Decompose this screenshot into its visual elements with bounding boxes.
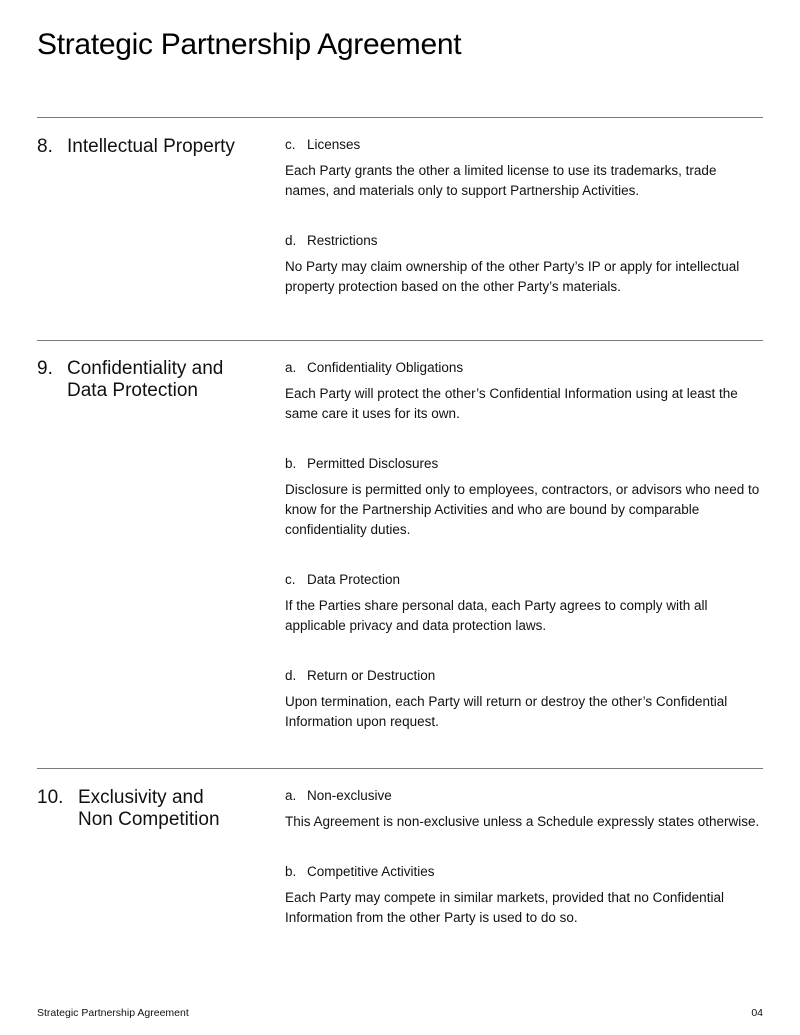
section-title: Intellectual Property <box>67 136 235 157</box>
clause <box>285 864 763 928</box>
clause-heading-text: Return or Destruction <box>307 668 436 683</box>
clause <box>285 572 763 636</box>
section-title: Confidentiality and Data Protection <box>67 358 224 401</box>
clause-letter: a. <box>285 360 297 375</box>
section-number: 10. <box>37 787 64 808</box>
clause-heading-text: Competitive Activities <box>307 864 435 879</box>
footer-page-number: 04 <box>751 1007 763 1019</box>
section-number: 9. <box>37 358 53 379</box>
clause-letter: d. <box>285 668 297 683</box>
clause-heading <box>285 788 763 804</box>
section-body-8 <box>285 137 763 329</box>
clause-letter: d. <box>285 233 297 248</box>
section-body-9 <box>285 360 763 764</box>
clause-heading <box>285 233 763 249</box>
clause <box>285 788 763 832</box>
page-title: Strategic Partnership Agreement <box>37 28 462 61</box>
clause-letter: a. <box>285 788 297 803</box>
clause-heading <box>285 864 763 880</box>
section-body-10 <box>285 788 763 960</box>
clause <box>285 668 763 732</box>
clause <box>285 233 763 297</box>
footer-document-title: Strategic Partnership Agreement <box>37 1007 189 1019</box>
clause-heading-text: Data Protection <box>307 572 401 587</box>
clause-text: Each Party will protect the other’s Confidential Information using at least the same care it uses for its own. <box>285 386 738 421</box>
clause-letter: b. <box>285 864 297 879</box>
clause-heading-text: Permitted Disclosures <box>307 456 439 471</box>
clause-heading <box>285 360 763 376</box>
clause-text: This Agreement is non-exclusive unless a Schedule expressly states otherwise. <box>285 814 760 829</box>
clause-heading <box>285 456 763 472</box>
clause-text: Upon termination, each Party will return or destroy the other’s Confidential Information upon request. <box>285 694 728 729</box>
clause-text: No Party may claim ownership of the other Party’s IP or apply for intellectual property protection based on the other Party’s materials. <box>285 259 740 294</box>
clause-letter: b. <box>285 456 297 471</box>
section-heading-8 <box>37 136 247 158</box>
section-divider <box>37 117 763 118</box>
clause-text: Each Party grants the other a limited license to use its trademarks, trade names, and materials only to support Partnership Activities. <box>285 163 717 198</box>
clause <box>285 137 763 201</box>
section-title: Exclusivity and Non Competition <box>78 787 220 830</box>
clause-heading-text: Non-exclusive <box>307 788 392 803</box>
clause-letter: c. <box>285 572 296 587</box>
clause-heading-text: Licenses <box>307 137 361 152</box>
clause-heading-text: Confidentiality Obligations <box>307 360 464 375</box>
section-divider <box>37 768 763 769</box>
clause-heading <box>285 668 763 684</box>
clause <box>285 456 763 540</box>
clause-heading <box>285 137 763 153</box>
section-number: 8. <box>37 136 53 157</box>
section-heading-9 <box>37 358 232 402</box>
clause-text: Disclosure is permitted only to employees, contractors, or advisors who need to know for the Partnership Activities and who are bound by comparable confidentiality duties. <box>285 482 760 537</box>
clause <box>285 360 763 424</box>
clause-text: If the Parties share personal data, each Party agrees to comply with all applicable privacy and data protection laws. <box>285 598 708 633</box>
clause-text: Each Party may compete in similar markets, provided that no Confidential Information from the other Party is used to do so. <box>285 890 724 925</box>
clause-heading-text: Restrictions <box>307 233 378 248</box>
section-heading-10 <box>37 787 223 831</box>
clause-letter: c. <box>285 137 296 152</box>
section-divider <box>37 340 763 341</box>
clause-heading <box>285 572 763 588</box>
